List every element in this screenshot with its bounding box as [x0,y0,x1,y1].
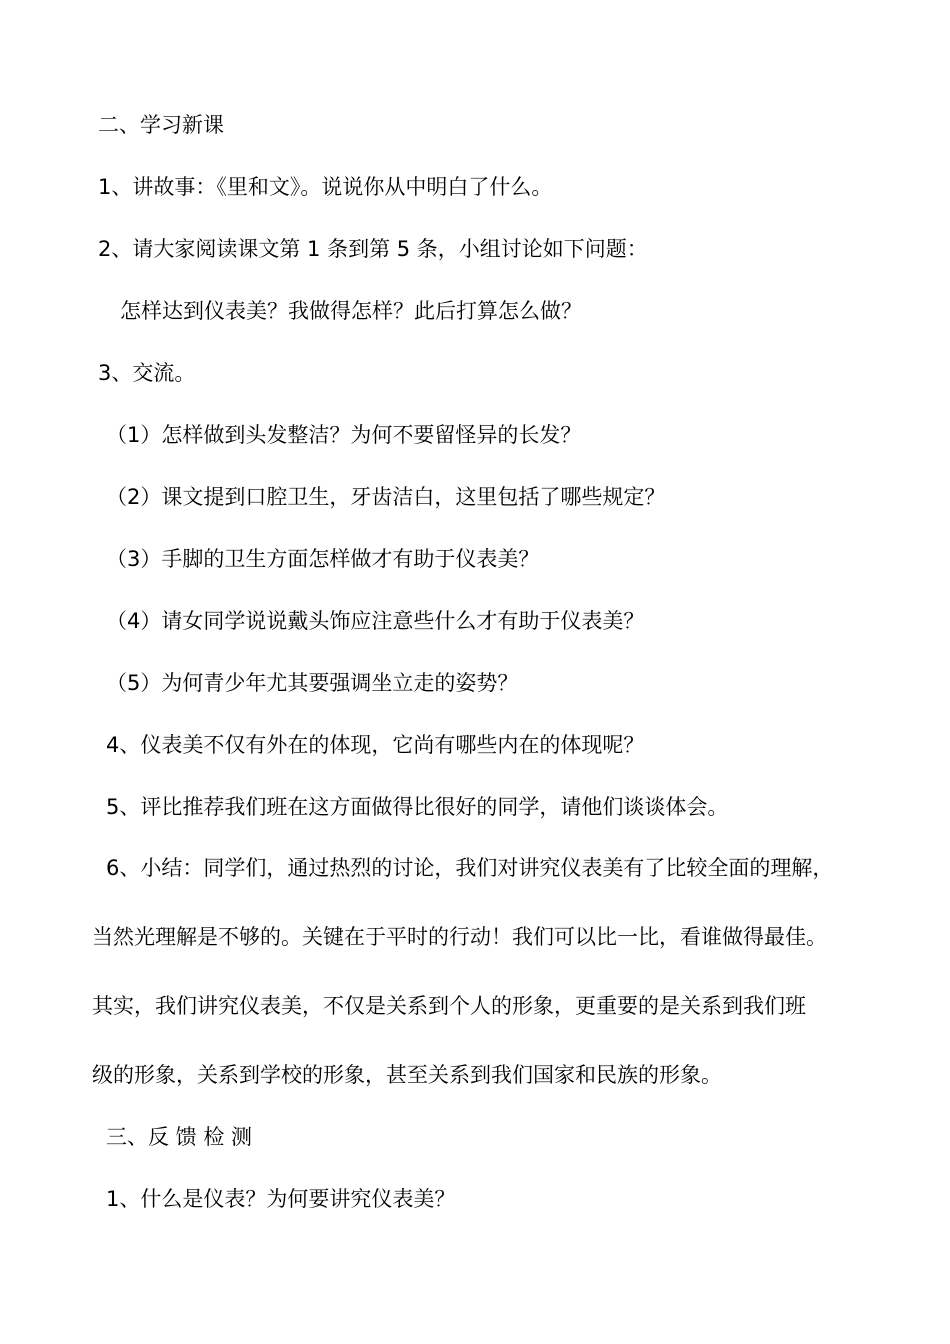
paragraph-exchange: 3、交流。 [98,361,196,385]
list-item-hands-feet: （3）手脚的卫生方面怎样做才有助于仪表美？ [106,547,540,571]
list-item-posture: （5）为何青少年尤其要强调坐立走的姿势？ [106,671,519,695]
paragraph-summary-line1: 6、小结：同学们，通过热烈的讨论，我们对讲究仪表美有了比较全面的理解， [106,856,834,880]
list-item-oral-hygiene: （2）课文提到口腔卫生，牙齿洁白，这里包括了哪些规定？ [106,485,666,509]
paragraph-summary-line3: 其实，我们讲究仪表美，不仅是关系到个人的形象，更重要的是关系到我们班 [92,994,806,1018]
paragraph-inner-beauty: 4、仪表美不仅有外在的体现，它尚有哪些内在的体现呢？ [106,733,645,757]
paragraph-summary-line4: 级的形象，关系到学校的形象，甚至关系到我们国家和民族的形象。 [92,1063,722,1087]
list-item-headwear: （4）请女同学说说戴头饰应注意些什么才有助于仪表美？ [106,609,645,633]
paragraph-reading-task: 2、请大家阅读课文第 1 条到第 5 条，小组讨论如下问题： [98,237,648,261]
paragraph-recommend: 5、评比推荐我们班在这方面做得比很好的同学，请他们谈谈体会。 [106,795,729,819]
list-item-hair: （1）怎样做到头发整洁？为何不要留怪异的长发？ [106,423,582,447]
paragraph-feedback-question: 1、什么是仪表？为何要讲究仪表美？ [106,1187,456,1211]
paragraph-summary-line2: 当然光理解是不够的。关键在于平时的行动！我们可以比一比，看谁做得最佳。 [92,925,827,949]
section-heading-new-lesson: 二、学习新课 [98,113,224,137]
paragraph-questions: 怎样达到仪表美？我做得怎样？此后打算怎么做？ [120,299,582,323]
paragraph-story: 1、讲故事：《里和文》。说说你从中明白了什么。 [98,175,553,199]
section-heading-feedback: 三、反 馈 检 测 [106,1125,253,1149]
